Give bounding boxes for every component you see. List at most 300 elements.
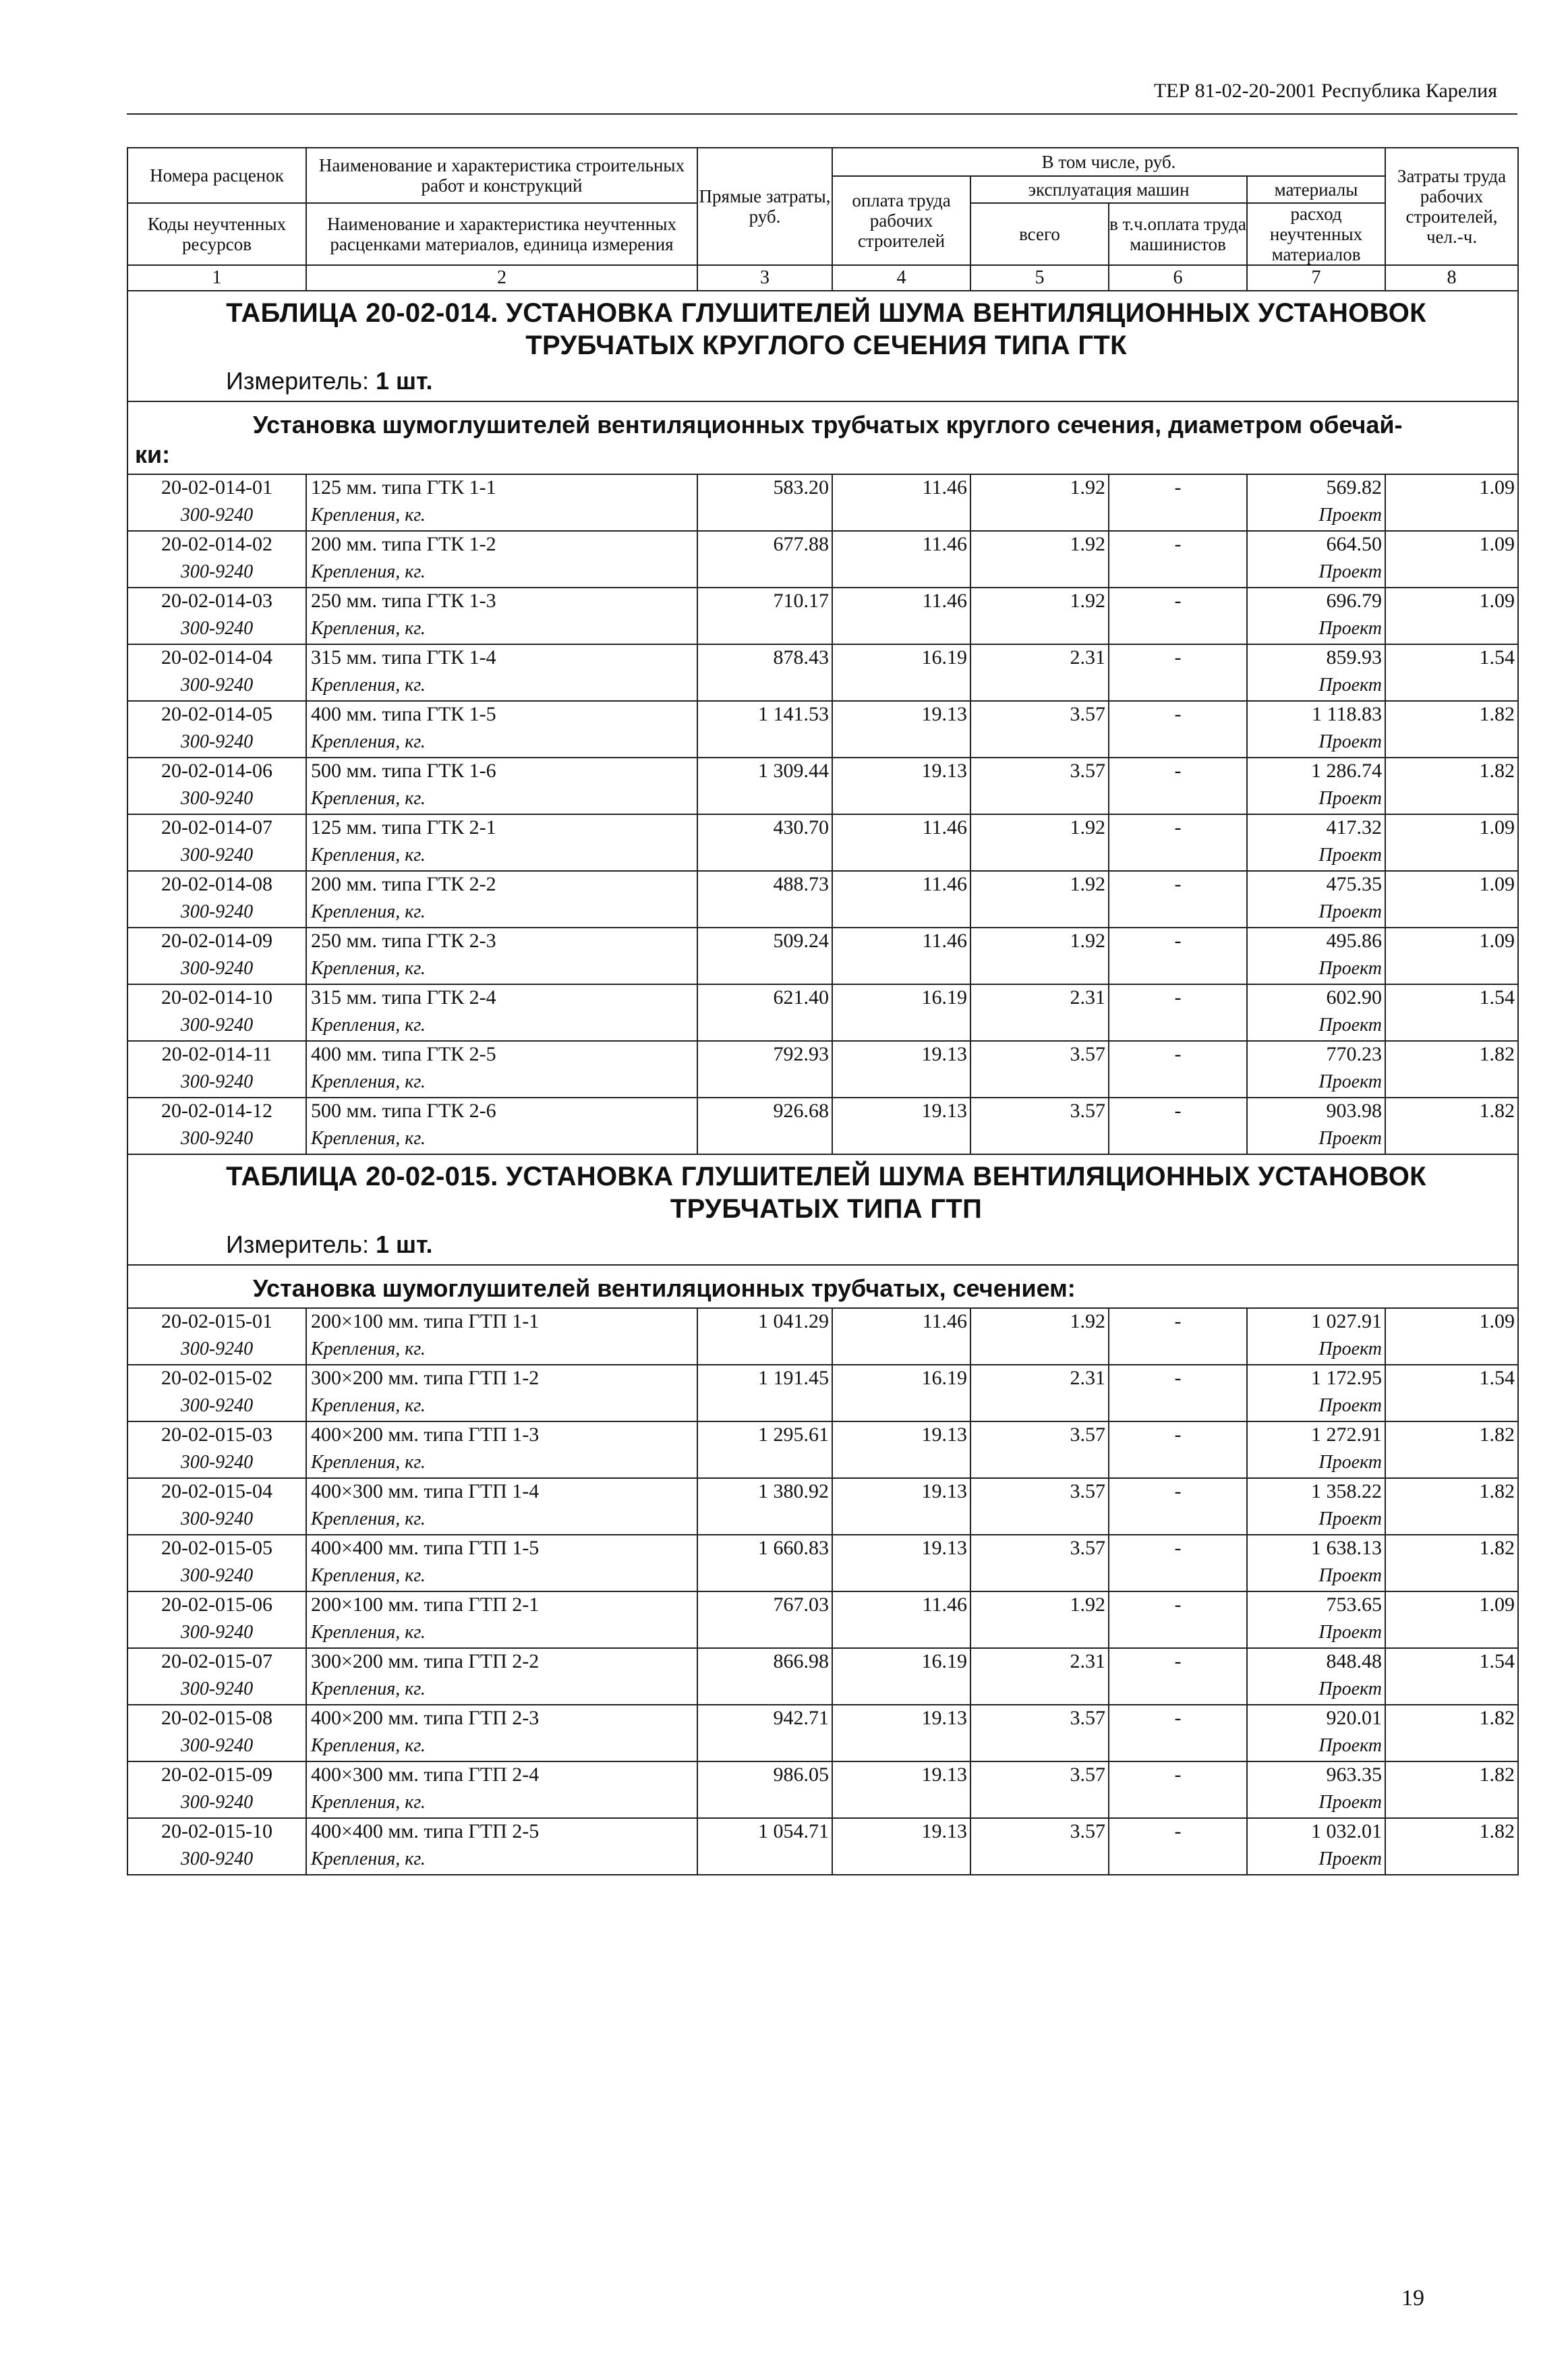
machinist-pay: - bbox=[1109, 474, 1247, 505]
resource-code: 300-9240 bbox=[127, 1015, 306, 1041]
labor-hours: 1.82 bbox=[1385, 1041, 1518, 1071]
table-row-resource bbox=[127, 561, 1518, 588]
table-row-resource bbox=[127, 1015, 1518, 1041]
material-name: Крепления, кг. bbox=[306, 1565, 697, 1591]
work-name: 400×400 мм. типа ГТП 1-5 bbox=[306, 1535, 697, 1565]
material-consumption: Проект bbox=[1247, 1678, 1385, 1705]
labor-hours: 1.82 bbox=[1385, 1818, 1518, 1848]
material-consumption: Проект bbox=[1247, 1622, 1385, 1648]
header-machinist-pay: в т.ч.оплата труда машинистов bbox=[1109, 203, 1247, 265]
work-name: 400×200 мм. типа ГТП 1-3 bbox=[306, 1421, 697, 1452]
material-consumption: Проект bbox=[1247, 561, 1385, 588]
machines-total: 3.57 bbox=[970, 701, 1109, 731]
header-direct-costs: Прямые затраты, руб. bbox=[697, 148, 832, 265]
header-machines: эксплуатация машин bbox=[970, 176, 1247, 203]
table-row-resource bbox=[127, 845, 1518, 871]
header-resource-codes: Коды неучтенных ресурсов bbox=[127, 203, 306, 265]
machinist-pay: - bbox=[1109, 531, 1247, 561]
work-name: 400×200 мм. типа ГТП 2-3 bbox=[306, 1705, 697, 1735]
material-name: Крепления, кг. bbox=[306, 1735, 697, 1761]
work-name: 250 мм. типа ГТК 2-3 bbox=[306, 928, 697, 958]
machinist-pay: - bbox=[1109, 1535, 1247, 1565]
machines-total: 3.57 bbox=[970, 1098, 1109, 1128]
material-name: Крепления, кг. bbox=[306, 618, 697, 644]
resource-code: 300-9240 bbox=[127, 1792, 306, 1818]
machines-total: 1.92 bbox=[970, 1308, 1109, 1338]
machinist-pay: - bbox=[1109, 1705, 1247, 1735]
material-consumption: Проект bbox=[1247, 1015, 1385, 1041]
table-row-resource bbox=[127, 1735, 1518, 1761]
materials-cost: 602.90 bbox=[1247, 984, 1385, 1015]
column-number: 7 bbox=[1247, 265, 1385, 291]
work-name: 315 мм. типа ГТК 1-4 bbox=[306, 644, 697, 675]
table-row-resource bbox=[127, 1452, 1518, 1478]
material-consumption: Проект bbox=[1247, 788, 1385, 814]
labor-hours: 1.82 bbox=[1385, 1478, 1518, 1508]
resource-code: 300-9240 bbox=[127, 901, 306, 928]
work-name: 300×200 мм. типа ГТП 1-2 bbox=[306, 1365, 697, 1395]
resource-code: 300-9240 bbox=[127, 1622, 306, 1648]
labor-hours: 1.82 bbox=[1385, 1761, 1518, 1792]
table-row-resource bbox=[127, 958, 1518, 984]
machines-total: 1.92 bbox=[970, 588, 1109, 618]
table-title: ТАБЛИЦА 20-02-015. УСТАНОВКА ГЛУШИТЕЛЕЙ ШУМА ВЕНТИЛЯЦИОННЫХ УСТАНОВОК ТРУБЧАТЫХ ТИПА ГТП bbox=[226, 1162, 1426, 1224]
section-title-row bbox=[127, 291, 1518, 401]
table-row-resource bbox=[127, 675, 1518, 701]
resource-code: 300-9240 bbox=[127, 675, 306, 701]
resource-code: 300-9240 bbox=[127, 1071, 306, 1098]
measure-value: 1 шт. bbox=[375, 1231, 433, 1258]
table-row bbox=[127, 984, 1518, 1015]
direct-costs: 792.93 bbox=[697, 1041, 832, 1071]
material-name: Крепления, кг. bbox=[306, 788, 697, 814]
measure-label: Измеритель: bbox=[226, 367, 369, 395]
material-consumption: Проект bbox=[1247, 1071, 1385, 1098]
resource-code: 300-9240 bbox=[127, 618, 306, 644]
labor-hours: 1.54 bbox=[1385, 1365, 1518, 1395]
header-including: В том числе, руб. bbox=[832, 148, 1385, 176]
work-name: 400×300 мм. типа ГТП 1-4 bbox=[306, 1478, 697, 1508]
work-name: 200×100 мм. типа ГТП 2-1 bbox=[306, 1591, 697, 1622]
worker-pay: 19.13 bbox=[832, 1098, 970, 1128]
materials-cost: 1 032.01 bbox=[1247, 1818, 1385, 1848]
table-title: ТАБЛИЦА 20-02-014. УСТАНОВКА ГЛУШИТЕЛЕЙ ШУМА ВЕНТИЛЯЦИОННЫХ УСТАНОВОК ТРУБЧАТЫХ КРУГЛОГО СЕЧЕНИЯ ТИПА ГТК bbox=[226, 298, 1426, 360]
table-row bbox=[127, 701, 1518, 731]
resource-code: 300-9240 bbox=[127, 505, 306, 531]
materials-cost: 770.23 bbox=[1247, 1041, 1385, 1071]
labor-hours: 1.09 bbox=[1385, 474, 1518, 505]
resource-code: 300-9240 bbox=[127, 1565, 306, 1591]
table-row-resource bbox=[127, 1678, 1518, 1705]
materials-cost: 664.50 bbox=[1247, 531, 1385, 561]
column-number: 4 bbox=[832, 265, 970, 291]
machinist-pay: - bbox=[1109, 928, 1247, 958]
worker-pay: 11.46 bbox=[832, 474, 970, 505]
machines-total: 3.57 bbox=[970, 1705, 1109, 1735]
resource-code: 300-9240 bbox=[127, 1128, 306, 1154]
rate-code: 20-02-014-12 bbox=[127, 1098, 306, 1128]
column-number: 6 bbox=[1109, 265, 1247, 291]
rate-code: 20-02-014-07 bbox=[127, 814, 306, 845]
direct-costs: 1 295.61 bbox=[697, 1421, 832, 1452]
header-materials: материалы bbox=[1247, 176, 1385, 203]
table-row-resource bbox=[127, 1338, 1518, 1365]
worker-pay: 19.13 bbox=[832, 1535, 970, 1565]
worker-pay: 19.13 bbox=[832, 1818, 970, 1848]
machines-total: 3.57 bbox=[970, 1041, 1109, 1071]
table-row-resource bbox=[127, 788, 1518, 814]
resource-code: 300-9240 bbox=[127, 1452, 306, 1478]
section-subtitle: Установка шумоглушителей вентиляционных трубчатых круглого сечения, диаметром обечай- bbox=[253, 411, 1403, 439]
materials-cost: 903.98 bbox=[1247, 1098, 1385, 1128]
worker-pay: 19.13 bbox=[832, 1478, 970, 1508]
materials-cost: 753.65 bbox=[1247, 1591, 1385, 1622]
machines-total: 3.57 bbox=[970, 1761, 1109, 1792]
work-name: 200 мм. типа ГТК 2-2 bbox=[306, 871, 697, 901]
resource-code: 300-9240 bbox=[127, 1735, 306, 1761]
document-header: ТЕР 81-02-20-2001 Республика Карелия bbox=[1153, 80, 1497, 102]
table-row-resource bbox=[127, 1508, 1518, 1535]
work-name: 125 мм. типа ГТК 2-1 bbox=[306, 814, 697, 845]
table-row bbox=[127, 1041, 1518, 1071]
material-consumption: Проект bbox=[1247, 731, 1385, 758]
direct-costs: 1 141.53 bbox=[697, 701, 832, 731]
labor-hours: 1.82 bbox=[1385, 758, 1518, 788]
labor-hours: 1.09 bbox=[1385, 814, 1518, 845]
worker-pay: 19.13 bbox=[832, 1761, 970, 1792]
machines-total: 1.92 bbox=[970, 1591, 1109, 1622]
table-row-resource bbox=[127, 505, 1518, 531]
table-row bbox=[127, 1818, 1518, 1848]
material-name: Крепления, кг. bbox=[306, 901, 697, 928]
material-name: Крепления, кг. bbox=[306, 675, 697, 701]
direct-costs: 878.43 bbox=[697, 644, 832, 675]
machinist-pay: - bbox=[1109, 1591, 1247, 1622]
column-number: 1 bbox=[127, 265, 306, 291]
machinist-pay: - bbox=[1109, 701, 1247, 731]
header-rule bbox=[127, 113, 1517, 115]
table-row-resource bbox=[127, 1848, 1518, 1875]
worker-pay: 11.46 bbox=[832, 814, 970, 845]
material-consumption: Проект bbox=[1247, 1395, 1385, 1421]
materials-cost: 475.35 bbox=[1247, 871, 1385, 901]
worker-pay: 19.13 bbox=[832, 1421, 970, 1452]
material-consumption: Проект bbox=[1247, 505, 1385, 531]
labor-hours: 1.09 bbox=[1385, 1591, 1518, 1622]
resource-code: 300-9240 bbox=[127, 1678, 306, 1705]
direct-costs: 767.03 bbox=[697, 1591, 832, 1622]
rate-code: 20-02-015-02 bbox=[127, 1365, 306, 1395]
machinist-pay: - bbox=[1109, 1761, 1247, 1792]
rate-code: 20-02-015-10 bbox=[127, 1818, 306, 1848]
rate-code: 20-02-015-03 bbox=[127, 1421, 306, 1452]
work-name: 125 мм. типа ГТК 1-1 bbox=[306, 474, 697, 505]
table-row bbox=[127, 1705, 1518, 1735]
worker-pay: 16.19 bbox=[832, 1365, 970, 1395]
rate-code: 20-02-014-09 bbox=[127, 928, 306, 958]
materials-cost: 1 172.95 bbox=[1247, 1365, 1385, 1395]
rate-code: 20-02-014-03 bbox=[127, 588, 306, 618]
header-material-name: Наименование и характеристика неучтенных расценками материалов, единица измерения bbox=[306, 203, 697, 265]
section-title-row bbox=[127, 1154, 1518, 1265]
table-row-resource bbox=[127, 618, 1518, 644]
direct-costs: 1 309.44 bbox=[697, 758, 832, 788]
material-consumption: Проект bbox=[1247, 845, 1385, 871]
labor-hours: 1.09 bbox=[1385, 1308, 1518, 1338]
measure-label: Измеритель: bbox=[226, 1231, 369, 1258]
materials-cost: 495.86 bbox=[1247, 928, 1385, 958]
section-subtitle-cont: ки: bbox=[135, 441, 171, 468]
worker-pay: 16.19 bbox=[832, 644, 970, 675]
machinist-pay: - bbox=[1109, 814, 1247, 845]
work-name: 200 мм. типа ГТК 1-2 bbox=[306, 531, 697, 561]
header-column-numbers bbox=[127, 265, 1518, 291]
rates-table bbox=[127, 147, 1519, 1875]
direct-costs: 509.24 bbox=[697, 928, 832, 958]
materials-cost: 696.79 bbox=[1247, 588, 1385, 618]
table-row-resource bbox=[127, 1792, 1518, 1818]
direct-costs: 677.88 bbox=[697, 531, 832, 561]
machines-total: 3.57 bbox=[970, 1535, 1109, 1565]
section-subtitle-row bbox=[127, 1265, 1518, 1308]
header-material-consumption: расход неучтенных материалов bbox=[1247, 203, 1385, 265]
work-name: 315 мм. типа ГТК 2-4 bbox=[306, 984, 697, 1015]
work-name: 500 мм. типа ГТК 1-6 bbox=[306, 758, 697, 788]
material-name: Крепления, кг. bbox=[306, 1848, 697, 1875]
table-row bbox=[127, 531, 1518, 561]
work-name: 400 мм. типа ГТК 1-5 bbox=[306, 701, 697, 731]
measure-line bbox=[226, 364, 1511, 398]
table-row bbox=[127, 644, 1518, 675]
machines-total: 2.31 bbox=[970, 984, 1109, 1015]
resource-code: 300-9240 bbox=[127, 1508, 306, 1535]
worker-pay: 16.19 bbox=[832, 984, 970, 1015]
material-name: Крепления, кг. bbox=[306, 1071, 697, 1098]
material-consumption: Проект bbox=[1247, 1848, 1385, 1875]
machinist-pay: - bbox=[1109, 1818, 1247, 1848]
direct-costs: 583.20 bbox=[697, 474, 832, 505]
worker-pay: 19.13 bbox=[832, 1705, 970, 1735]
labor-hours: 1.82 bbox=[1385, 1421, 1518, 1452]
rates-table-wrap bbox=[127, 147, 1517, 1875]
material-consumption: Проект bbox=[1247, 618, 1385, 644]
machines-total: 1.92 bbox=[970, 871, 1109, 901]
labor-hours: 1.09 bbox=[1385, 928, 1518, 958]
resource-code: 300-9240 bbox=[127, 731, 306, 758]
materials-cost: 1 272.91 bbox=[1247, 1421, 1385, 1452]
worker-pay: 19.13 bbox=[832, 758, 970, 788]
direct-costs: 986.05 bbox=[697, 1761, 832, 1792]
table-body bbox=[127, 291, 1518, 1875]
material-consumption: Проект bbox=[1247, 1565, 1385, 1591]
rate-code: 20-02-015-08 bbox=[127, 1705, 306, 1735]
table-row bbox=[127, 1648, 1518, 1678]
materials-cost: 569.82 bbox=[1247, 474, 1385, 505]
machines-total: 1.92 bbox=[970, 928, 1109, 958]
material-name: Крепления, кг. bbox=[306, 845, 697, 871]
materials-cost: 1 027.91 bbox=[1247, 1308, 1385, 1338]
machinist-pay: - bbox=[1109, 984, 1247, 1015]
table-row bbox=[127, 474, 1518, 505]
worker-pay: 19.13 bbox=[832, 1041, 970, 1071]
worker-pay: 11.46 bbox=[832, 871, 970, 901]
machines-total: 1.92 bbox=[970, 531, 1109, 561]
worker-pay: 11.46 bbox=[832, 928, 970, 958]
table-row bbox=[127, 1421, 1518, 1452]
machines-total: 2.31 bbox=[970, 1365, 1109, 1395]
materials-cost: 1 358.22 bbox=[1247, 1478, 1385, 1508]
direct-costs: 621.40 bbox=[697, 984, 832, 1015]
table-header bbox=[127, 148, 1518, 291]
worker-pay: 11.46 bbox=[832, 1308, 970, 1338]
rate-code: 20-02-015-09 bbox=[127, 1761, 306, 1792]
materials-cost: 1 638.13 bbox=[1247, 1535, 1385, 1565]
machinist-pay: - bbox=[1109, 1365, 1247, 1395]
column-number: 2 bbox=[306, 265, 697, 291]
worker-pay: 16.19 bbox=[832, 1648, 970, 1678]
material-consumption: Проект bbox=[1247, 1452, 1385, 1478]
machinist-pay: - bbox=[1109, 1308, 1247, 1338]
labor-hours: 1.82 bbox=[1385, 1098, 1518, 1128]
table-row-resource bbox=[127, 1071, 1518, 1098]
material-name: Крепления, кг. bbox=[306, 1128, 697, 1154]
table-row bbox=[127, 1478, 1518, 1508]
resource-code: 300-9240 bbox=[127, 561, 306, 588]
material-name: Крепления, кг. bbox=[306, 1395, 697, 1421]
material-name: Крепления, кг. bbox=[306, 1622, 697, 1648]
machines-total: 2.31 bbox=[970, 1648, 1109, 1678]
machines-total: 3.57 bbox=[970, 758, 1109, 788]
materials-cost: 859.93 bbox=[1247, 644, 1385, 675]
header-labor-hours: Затраты труда рабочих строителей, чел.-ч. bbox=[1385, 148, 1518, 265]
section-subtitle-row bbox=[127, 401, 1518, 474]
materials-cost: 848.48 bbox=[1247, 1648, 1385, 1678]
table-row-resource bbox=[127, 1622, 1518, 1648]
table-row bbox=[127, 1098, 1518, 1128]
rate-code: 20-02-014-01 bbox=[127, 474, 306, 505]
machinist-pay: - bbox=[1109, 588, 1247, 618]
machines-total: 1.92 bbox=[970, 474, 1109, 505]
work-name: 400×400 мм. типа ГТП 2-5 bbox=[306, 1818, 697, 1848]
rate-code: 20-02-015-01 bbox=[127, 1308, 306, 1338]
table-row bbox=[127, 1761, 1518, 1792]
table-row-resource bbox=[127, 901, 1518, 928]
column-number: 5 bbox=[970, 265, 1109, 291]
direct-costs: 1 041.29 bbox=[697, 1308, 832, 1338]
rate-code: 20-02-015-05 bbox=[127, 1535, 306, 1565]
table-row bbox=[127, 588, 1518, 618]
direct-costs: 866.98 bbox=[697, 1648, 832, 1678]
rate-code: 20-02-015-04 bbox=[127, 1478, 306, 1508]
material-name: Крепления, кг. bbox=[306, 958, 697, 984]
resource-code: 300-9240 bbox=[127, 1848, 306, 1875]
material-consumption: Проект bbox=[1247, 1735, 1385, 1761]
material-consumption: Проект bbox=[1247, 675, 1385, 701]
labor-hours: 1.09 bbox=[1385, 531, 1518, 561]
material-name: Крепления, кг. bbox=[306, 1452, 697, 1478]
work-name: 250 мм. типа ГТК 1-3 bbox=[306, 588, 697, 618]
rate-code: 20-02-014-05 bbox=[127, 701, 306, 731]
direct-costs: 1 380.92 bbox=[697, 1478, 832, 1508]
table-row-resource bbox=[127, 1128, 1518, 1154]
labor-hours: 1.82 bbox=[1385, 1705, 1518, 1735]
labor-hours: 1.09 bbox=[1385, 588, 1518, 618]
rate-code: 20-02-015-07 bbox=[127, 1648, 306, 1678]
table-row bbox=[127, 814, 1518, 845]
column-number: 3 bbox=[697, 265, 832, 291]
machinist-pay: - bbox=[1109, 1648, 1247, 1678]
rate-code: 20-02-014-02 bbox=[127, 531, 306, 561]
table-row bbox=[127, 1365, 1518, 1395]
machinist-pay: - bbox=[1109, 871, 1247, 901]
machinist-pay: - bbox=[1109, 1421, 1247, 1452]
direct-costs: 488.73 bbox=[697, 871, 832, 901]
direct-costs: 710.17 bbox=[697, 588, 832, 618]
resource-code: 300-9240 bbox=[127, 788, 306, 814]
resource-code: 300-9240 bbox=[127, 1338, 306, 1365]
machinist-pay: - bbox=[1109, 644, 1247, 675]
material-name: Крепления, кг. bbox=[306, 1508, 697, 1535]
labor-hours: 1.54 bbox=[1385, 1648, 1518, 1678]
material-consumption: Проект bbox=[1247, 1508, 1385, 1535]
direct-costs: 430.70 bbox=[697, 814, 832, 845]
materials-cost: 963.35 bbox=[1247, 1761, 1385, 1792]
work-name: 400 мм. типа ГТК 2-5 bbox=[306, 1041, 697, 1071]
work-name: 300×200 мм. типа ГТП 2-2 bbox=[306, 1648, 697, 1678]
materials-cost: 1 286.74 bbox=[1247, 758, 1385, 788]
rate-code: 20-02-014-10 bbox=[127, 984, 306, 1015]
machinist-pay: - bbox=[1109, 1098, 1247, 1128]
rate-code: 20-02-015-06 bbox=[127, 1591, 306, 1622]
table-row bbox=[127, 758, 1518, 788]
material-name: Крепления, кг. bbox=[306, 505, 697, 531]
page-number: 19 bbox=[1401, 2286, 1424, 2311]
material-name: Крепления, кг. bbox=[306, 561, 697, 588]
worker-pay: 19.13 bbox=[832, 701, 970, 731]
table-row bbox=[127, 928, 1518, 958]
worker-pay: 11.46 bbox=[832, 588, 970, 618]
labor-hours: 1.82 bbox=[1385, 701, 1518, 731]
material-consumption: Проект bbox=[1247, 1792, 1385, 1818]
labor-hours: 1.09 bbox=[1385, 871, 1518, 901]
labor-hours: 1.82 bbox=[1385, 1535, 1518, 1565]
machines-total: 3.57 bbox=[970, 1478, 1109, 1508]
labor-hours: 1.54 bbox=[1385, 984, 1518, 1015]
header-worker-pay: оплата труда рабочих строителей bbox=[832, 176, 970, 265]
material-name: Крепления, кг. bbox=[306, 1015, 697, 1041]
materials-cost: 920.01 bbox=[1247, 1705, 1385, 1735]
table-row bbox=[127, 1591, 1518, 1622]
direct-costs: 926.68 bbox=[697, 1098, 832, 1128]
materials-cost: 1 118.83 bbox=[1247, 701, 1385, 731]
labor-hours: 1.54 bbox=[1385, 644, 1518, 675]
rate-code: 20-02-014-08 bbox=[127, 871, 306, 901]
material-name: Крепления, кг. bbox=[306, 1678, 697, 1705]
material-consumption: Проект bbox=[1247, 1128, 1385, 1154]
measure-line bbox=[226, 1228, 1511, 1262]
machines-total: 2.31 bbox=[970, 644, 1109, 675]
header-rate-numbers: Номера расценок bbox=[127, 148, 306, 203]
material-name: Крепления, кг. bbox=[306, 1792, 697, 1818]
machinist-pay: - bbox=[1109, 1041, 1247, 1071]
work-name: 200×100 мм. типа ГТП 1-1 bbox=[306, 1308, 697, 1338]
material-name: Крепления, кг. bbox=[306, 731, 697, 758]
table-row-resource bbox=[127, 1395, 1518, 1421]
material-consumption: Проект bbox=[1247, 958, 1385, 984]
table-row-resource bbox=[127, 731, 1518, 758]
direct-costs: 942.71 bbox=[697, 1705, 832, 1735]
rate-code: 20-02-014-06 bbox=[127, 758, 306, 788]
